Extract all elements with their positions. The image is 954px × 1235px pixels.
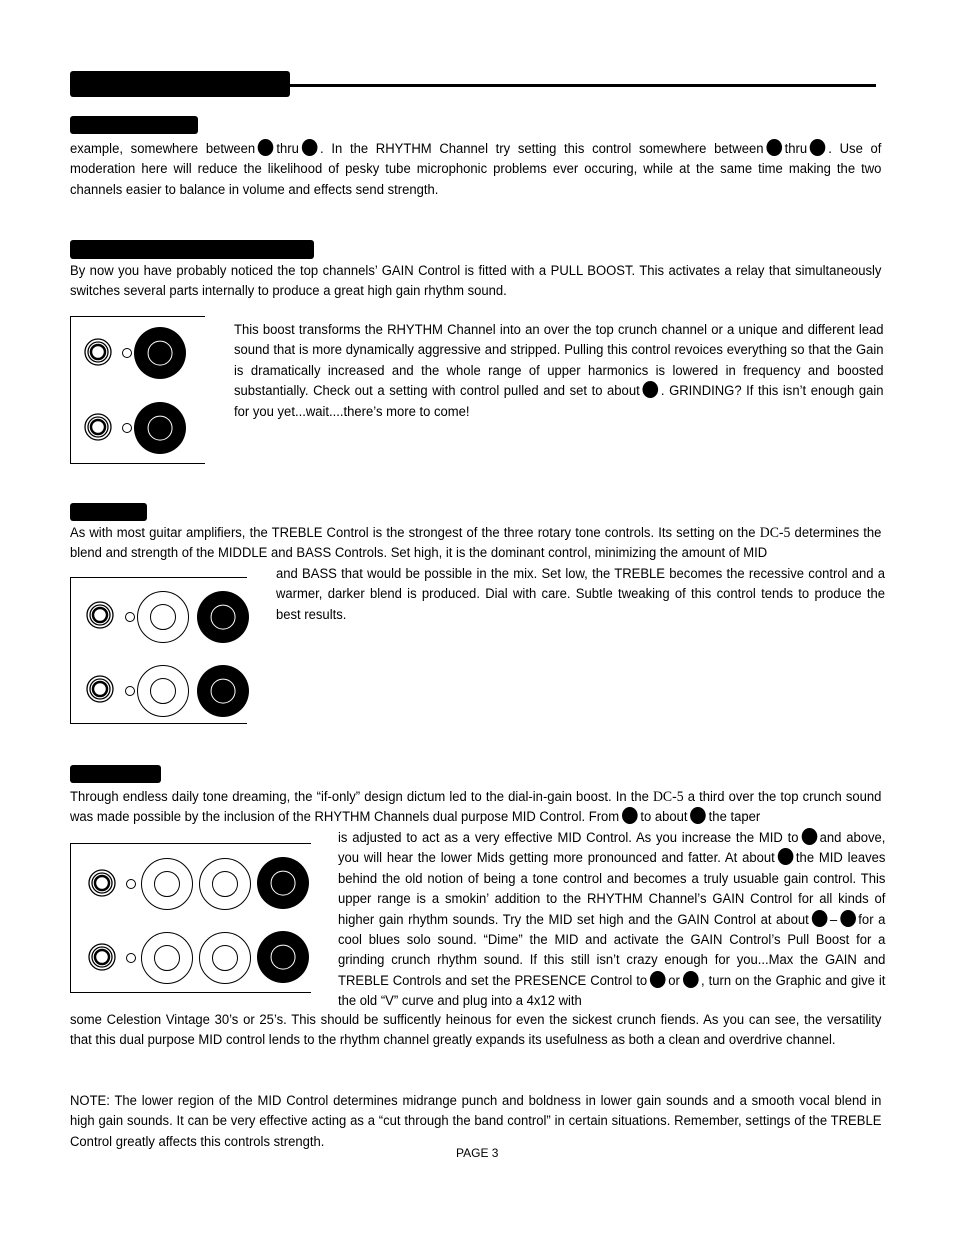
knob-setting-icon bbox=[778, 848, 794, 865]
section4-paragraph-end: some Celestion Vintage 30’s or 25’s. This should be sufficently heinous for even the sickest crunch fiends. As you can see, the versatility that this dual purpose MID control lends to the rhythm channel greatly expands its usefulness as both a clean and overdrive channel. bbox=[70, 1012, 882, 1049]
gain-knob bbox=[134, 327, 186, 379]
input-jack-icon bbox=[83, 412, 113, 442]
section3-paragraph-cont: and BASS that would be possible in the mix. Set low, the TREBLE becomes the recessive control and a warmer, darker blend is produced. Dial with care. Subtle tweaking of this control tends to produce the best results. bbox=[276, 566, 886, 623]
section1-paragraph: example, somewhere between thru . In the RHYTHM Channel try setting this control somewhere between thru . Use of moderation here will reduce the likelihood of pesky tube microphonic problems ever occuring, while at the same time making the two channels easier to balance in volume and effects send strength. bbox=[70, 141, 882, 198]
knob-setting-icon bbox=[840, 910, 856, 927]
note-paragraph: NOTE: The lower region of the MID Control determines midrange punch and boldness in lower gain sounds and a smooth vocal blend in high gain sounds. It can be very effective acting as a “cut through the band control” in certain situations. Remember, settings of the TREBLE Control greatly affects this controls strength. bbox=[70, 1093, 882, 1150]
knob-setting-icon bbox=[622, 807, 638, 824]
led-indicator bbox=[122, 348, 132, 358]
treble-knob bbox=[197, 591, 249, 643]
section2-heading-bar bbox=[70, 240, 314, 259]
knob-setting-icon bbox=[258, 139, 274, 156]
knob-setting-icon bbox=[811, 910, 827, 927]
model-name: DC-5 bbox=[759, 525, 791, 541]
input-jack-icon bbox=[83, 337, 113, 367]
section1-heading-bar bbox=[70, 116, 198, 134]
gain-knob bbox=[134, 402, 186, 454]
knob-setting-icon bbox=[642, 381, 658, 398]
led-indicator bbox=[126, 879, 136, 889]
treble-knob bbox=[199, 932, 251, 984]
input-jack-icon bbox=[85, 674, 115, 704]
volume-knob bbox=[141, 932, 193, 984]
knob-setting-icon bbox=[690, 807, 706, 824]
input-jack-icon bbox=[87, 942, 117, 972]
header-rule bbox=[288, 84, 876, 87]
knob-setting-icon bbox=[683, 971, 699, 988]
section3-heading-bar bbox=[70, 503, 147, 521]
treble-panel bbox=[70, 577, 247, 724]
section4-heading-bar bbox=[70, 765, 161, 783]
led-indicator bbox=[125, 612, 135, 622]
gain-pull-boost-panel bbox=[70, 316, 205, 464]
treble-knob bbox=[197, 665, 249, 717]
section2-intro: By now you have probably noticed the top channels’ GAIN Control is fitted with a PULL BOOST. This activates a relay that simultaneously switches several parts internally to produce a great high gain rhythm sound. bbox=[70, 263, 882, 300]
mid-knob bbox=[257, 931, 309, 983]
model-name: DC-5 bbox=[652, 789, 684, 805]
led-indicator bbox=[125, 686, 135, 696]
section4-paragraph: Through endless daily tone dreaming, the “if-only” design dictum led to the dial-in-gain boost. In the DC-5 a third over the top crunch sound was made possible by the inclusion of the RHYTHM Channels dual purpose MID Control. From to about the taper bbox=[70, 789, 882, 826]
section4-paragraph-cont: is adjusted to act as a very effective MID Control. As you increase the MID to and above, you will hear the lower Mids getting more pronounced and fatter. At about the MID leaves behind the old notion of being a tone control and becomes a truly usuable gain control. This upper range is a smokin’ addition to the RHYTHM Channel’s GAIN Control for all kinds of higher gain rhythm sounds. Try the MID set high and the GAIN Control at about – for a cool blues solo sound. “Dime” the MID and activate the GAIN Control’s Pull Boost for a grinding crunch rhythm sound. If this still isn’t crazy enough for you...Max the GAIN and TREBLE Controls and set the PRESENCE Control to or , turn on the Graphic and give it the old “V” curve and plug into a 4x12 with bbox=[338, 830, 886, 1010]
knob-setting-icon bbox=[302, 139, 318, 156]
volume-knob bbox=[137, 591, 189, 643]
mid-panel bbox=[70, 843, 311, 993]
section3-paragraph: As with most guitar amplifiers, the TREBLE Control is the strongest of the three rotary tone controls. Its setting on the DC-5 determines the blend and strength of the MIDDLE and BASS Controls. Set high, it is the dominant control, minimizing the amount of MID bbox=[70, 525, 882, 562]
input-jack-icon bbox=[85, 600, 115, 630]
led-indicator bbox=[126, 953, 136, 963]
header-title-bar bbox=[70, 71, 290, 97]
knob-setting-icon bbox=[810, 139, 826, 156]
page-number: PAGE 3 bbox=[456, 1146, 499, 1160]
knob-setting-icon bbox=[766, 139, 782, 156]
led-indicator bbox=[122, 423, 132, 433]
knob-setting-icon bbox=[801, 828, 817, 845]
volume-knob bbox=[141, 858, 193, 910]
mid-knob bbox=[257, 857, 309, 909]
volume-knob bbox=[137, 665, 189, 717]
treble-knob bbox=[199, 858, 251, 910]
knob-setting-icon bbox=[650, 971, 666, 988]
section2-body: This boost transforms the RHYTHM Channel into an over the top crunch channel or a unique and different lead sound that is more dynamically aggressive and stripped. Pulling this control revoices everything so that the Gain is dramatically increased and the whole range of upper harmonics is lowered in frequency and boosted substantially. Check out a setting with control pulled and set to about . GRINDING? If this isn’t enough gain for you yet...wait....there’s more to come! bbox=[234, 322, 884, 420]
input-jack-icon bbox=[87, 868, 117, 898]
